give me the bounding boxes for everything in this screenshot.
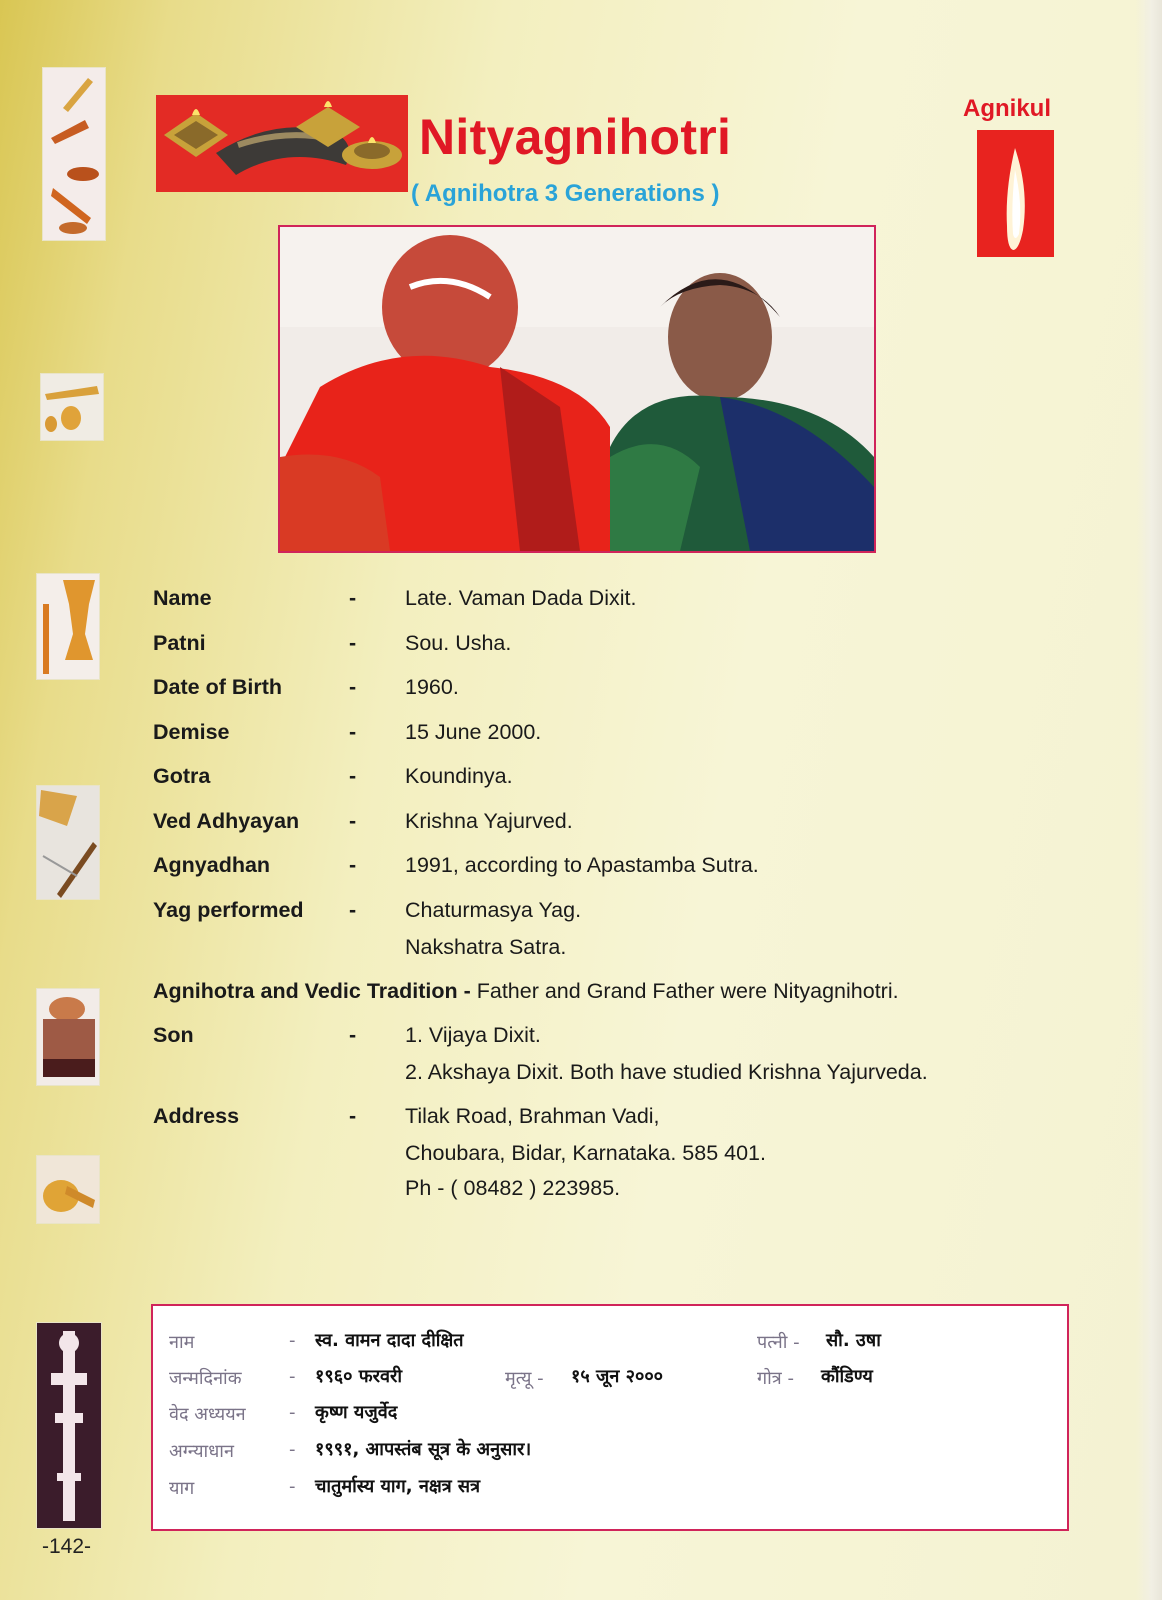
detail-value: 1960. xyxy=(405,675,459,699)
tradition-value: Father and Grand Father were Nityagnihotri. xyxy=(476,978,899,1003)
detail-separator: - xyxy=(349,630,357,655)
detail-value: Chaturmasya Yag. xyxy=(405,897,582,922)
hindi-label: गोत्र - xyxy=(757,1368,794,1389)
detail-value: Tilak Road, Brahman Vadi, xyxy=(405,1104,660,1128)
hindi-separator: - xyxy=(289,1476,296,1497)
detail-row-tradition xyxy=(153,973,1033,1018)
detail-label xyxy=(153,979,899,1004)
detail-separator: - xyxy=(349,808,357,833)
hindi-separator: - xyxy=(289,1366,296,1387)
fire-altar-banner-image xyxy=(156,95,408,192)
hindi-label: जन्मदिनांक xyxy=(169,1368,242,1389)
detail-value: Nakshatra Satra. xyxy=(405,934,567,959)
detail-label: Address xyxy=(153,1104,240,1128)
detail-label: Agnyadhan xyxy=(153,853,271,877)
detail-separator: - xyxy=(349,1023,357,1047)
detail-label: Patni xyxy=(153,630,206,655)
detail-value: 15 June 2000. xyxy=(405,719,542,744)
page-title: Nityagnihotri xyxy=(419,109,732,165)
hindi-label: पत्नी - xyxy=(757,1332,800,1353)
details-section xyxy=(153,580,1033,1218)
detail-separator: - xyxy=(349,1104,357,1128)
detail-row-yag xyxy=(153,892,1033,973)
hindi-label: याग xyxy=(169,1478,195,1499)
tradition-label: Agnihotra and Vedic Tradition - xyxy=(153,978,471,1003)
detail-row-son xyxy=(153,1017,1033,1098)
detail-separator: - xyxy=(349,853,357,877)
hindi-value: १५ जून २००० xyxy=(571,1366,664,1387)
hindi-value: कृष्ण यजुर्वेद xyxy=(315,1402,398,1423)
detail-row-name xyxy=(153,580,1033,625)
portrait-photo xyxy=(278,225,876,553)
page-number: -142- xyxy=(42,1535,92,1558)
detail-row-agnyadhan xyxy=(153,847,1033,892)
hindi-value: स्व. वामन दादा दीक्षित xyxy=(315,1330,464,1351)
sticks-image xyxy=(36,785,100,900)
detail-label: Date of Birth xyxy=(153,675,282,699)
detail-value: 1991, according to Apastamba Sutra. xyxy=(405,853,759,877)
detail-row-dob xyxy=(153,669,1033,714)
detail-value: Ph - ( 08482 ) 223985. xyxy=(405,1176,621,1200)
detail-separator: - xyxy=(349,719,357,744)
offering-image xyxy=(36,988,100,1086)
arani-image xyxy=(36,1322,102,1529)
detail-row-gotra xyxy=(153,758,1033,803)
hindi-value: कौंडिण्य xyxy=(821,1366,873,1387)
hindi-value: १९६० फरवरी xyxy=(315,1366,402,1387)
category-label: Agnikul xyxy=(963,95,1051,122)
hindi-summary-box xyxy=(151,1304,1069,1531)
hindi-label: अग्न्याधान xyxy=(169,1441,234,1462)
detail-separator: - xyxy=(349,675,357,699)
detail-label: Name xyxy=(153,586,212,610)
detail-value: Sou. Usha. xyxy=(405,630,512,655)
detail-separator: - xyxy=(349,586,357,610)
hindi-label: वेद अध्ययन xyxy=(169,1404,246,1425)
detail-separator: - xyxy=(349,764,357,788)
detail-row-demise xyxy=(153,714,1033,759)
detail-separator: - xyxy=(349,897,357,922)
detail-value: Choubara, Bidar, Karnataka. 585 401. xyxy=(405,1141,766,1165)
page-edge xyxy=(1136,0,1162,1600)
detail-value: 2. Akshaya Dixit. Both have studied Krishna Yajurveda. xyxy=(405,1060,928,1084)
hindi-value: १९९१, आपस्तंब सूत्र के अनुसार। xyxy=(315,1439,532,1460)
detail-value: 1. Vijaya Dixit. xyxy=(405,1023,541,1047)
ladle-image xyxy=(40,373,104,441)
detail-value: Late. Vaman Dada Dixit. xyxy=(405,586,637,610)
detail-label: Gotra xyxy=(153,764,211,788)
hindi-label: मृत्यू - xyxy=(505,1368,544,1389)
hindi-separator: - xyxy=(289,1402,296,1423)
detail-label: Demise xyxy=(153,719,230,744)
ritual-implements-image xyxy=(42,67,106,241)
flame-icon xyxy=(977,130,1054,257)
detail-row-address xyxy=(153,1098,1033,1218)
detail-row-patni xyxy=(153,625,1033,670)
hindi-value: चातुर्मास्य याग, नक्षत्र सत्र xyxy=(315,1476,481,1497)
detail-label: Son xyxy=(153,1023,194,1047)
hindi-value: सौ. उषा xyxy=(826,1330,881,1351)
detail-label: Ved Adhyayan xyxy=(153,808,300,833)
hindi-separator: - xyxy=(289,1330,296,1351)
detail-row-ved xyxy=(153,803,1033,848)
hindi-label: नाम xyxy=(169,1332,195,1353)
page-subtitle: ( Agnihotra 3 Generations ) xyxy=(411,180,720,207)
detail-value: Koundinya. xyxy=(405,764,513,788)
detail-label: Yag performed xyxy=(153,897,304,922)
wooden-vessel-image xyxy=(36,573,100,680)
hindi-separator: - xyxy=(289,1439,296,1460)
detail-value: Krishna Yajurved. xyxy=(405,808,573,833)
pestle-image xyxy=(36,1155,100,1224)
